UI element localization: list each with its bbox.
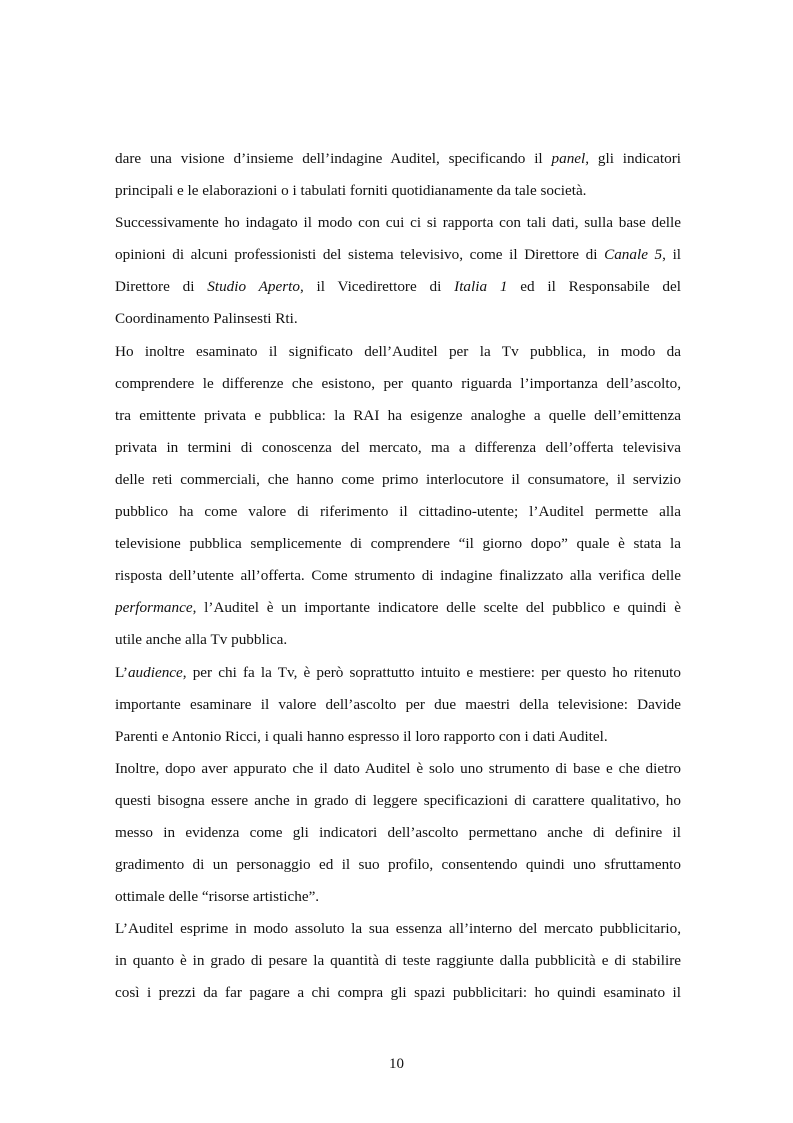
text-run: importante esaminare il valore dell’ascolto per due maestri della televisione: Davide: [115, 695, 681, 713]
text-line: [115, 560, 681, 592]
text-run: gradimento di un personaggio ed il suo profilo, consentendo quindi uno sfruttamento: [115, 856, 681, 874]
text-run: ed il Responsabile del: [507, 278, 681, 296]
text-line: [115, 400, 681, 432]
text-run: in quanto è in grado di pesare la quantità di teste raggiunte dalla pubblicità e di stabilire: [115, 952, 681, 970]
text-line: [115, 624, 681, 656]
text-line: [115, 496, 681, 528]
text-run: pubblico ha come valore di riferimento il cittadino-utente; l’Auditel permette alla: [115, 503, 681, 521]
text-run: Direttore di: [115, 278, 208, 296]
text-line: [115, 464, 681, 496]
text-line: [115, 271, 681, 303]
text-line: [115, 977, 681, 1009]
text-run: , il Vicedirettore di: [299, 278, 455, 296]
text-line: [115, 207, 681, 239]
italic-term: Studio Aperto: [207, 278, 300, 296]
text-run: televisione pubblica semplicemente di comprendere “il giorno dopo” quale è stata la: [115, 535, 681, 553]
text-line: [115, 945, 681, 977]
text-line: [115, 239, 681, 271]
text-line: [115, 368, 681, 400]
text-run: L’: [115, 663, 128, 681]
text-line: [115, 528, 681, 560]
text-run: , l’Auditel è un importante indicatore delle scelte del pubblico e quindi è: [192, 599, 681, 617]
text-line: [115, 143, 681, 175]
text-run: , il: [662, 246, 681, 264]
text-run: ottimale delle “risorse artistiche”.: [115, 888, 320, 906]
text-run: tra emittente privata e pubblica: la RAI ha esigenze analoghe a quelle dell’emittenza: [115, 406, 681, 424]
text-run: messo in evidenza come gli indicatori dell’ascolto permettano anche di definire il: [115, 823, 681, 841]
text-run: dare una visione d’insieme dell’indagine Auditel, specificando il: [115, 150, 552, 167]
text-run: questi bisogna essere anche in grado di leggere specificazioni di carattere qualitativo, ho: [115, 791, 681, 809]
text-line: [115, 881, 681, 913]
text-run: Coordinamento Palinsesti Rti.: [115, 310, 298, 328]
text-run: Inoltre, dopo aver appurato che il dato Auditel è solo uno strumento di base e che dietro: [115, 759, 681, 777]
text-run: privata in termini di conoscenza del mercato, ma a differenza dell’offerta televisiva: [115, 438, 681, 456]
text-run: utile anche alla Tv pubblica.: [115, 631, 288, 649]
text-line: [115, 592, 681, 624]
text-run: delle reti commerciali, che hanno come primo interlocutore il consumatore, il servizio: [115, 470, 681, 488]
text-run: risposta dell’utente all’offerta. Come strumento di indagine finalizzato alla verifica delle: [115, 567, 681, 585]
italic-term: panel: [551, 150, 586, 167]
italic-term: performance: [115, 599, 193, 617]
text-line: [115, 849, 681, 881]
text-run: , gli indicatori: [585, 150, 681, 167]
text-run: Ho inoltre esaminato il significato dell’Auditel per la Tv pubblica, in modo da: [115, 342, 681, 360]
text-line: [115, 336, 681, 368]
text-run: Parenti e Antonio Ricci, i quali hanno espresso il loro rapporto con i dati Auditel.: [115, 727, 608, 745]
page-number: 10: [389, 1056, 404, 1072]
text-line: [115, 432, 681, 464]
text-line: [115, 785, 681, 817]
body-text: [115, 143, 681, 1010]
text-run: principali e le elaborazioni o i tabulati forniti quotidianamente da tale società.: [115, 182, 587, 200]
text-line: [115, 175, 681, 207]
text-run: opinioni di alcuni professionisti del sistema televisivo, come il Direttore di: [115, 246, 605, 264]
text-run: comprendere le differenze che esistono, per quanto riguarda l’importanza dell’ascolto,: [115, 374, 681, 392]
text-run: così i prezzi da far pagare a chi compra gli spazi pubblicitari: ho quindi esaminato il: [115, 984, 681, 1002]
italic-term: Canale 5: [604, 246, 663, 264]
text-line: [115, 721, 681, 753]
text-run: L’Auditel esprime in modo assoluto la sua essenza all’interno del mercato pubblicitario,: [115, 920, 681, 938]
italic-term: audience: [127, 663, 183, 681]
text-line: [115, 303, 681, 335]
text-run: , per chi fa la Tv, è però soprattutto intuito e mestiere: per questo ho ritenuto: [182, 663, 681, 681]
text-line: [115, 657, 681, 689]
text-line: [115, 817, 681, 849]
text-line: [115, 689, 681, 721]
text-line: [115, 753, 681, 785]
italic-term: Italia 1: [454, 278, 508, 296]
text-run: Successivamente ho indagato il modo con cui ci si rapporta con tali dati, sulla base delle: [115, 214, 681, 232]
text-line: [115, 913, 681, 945]
